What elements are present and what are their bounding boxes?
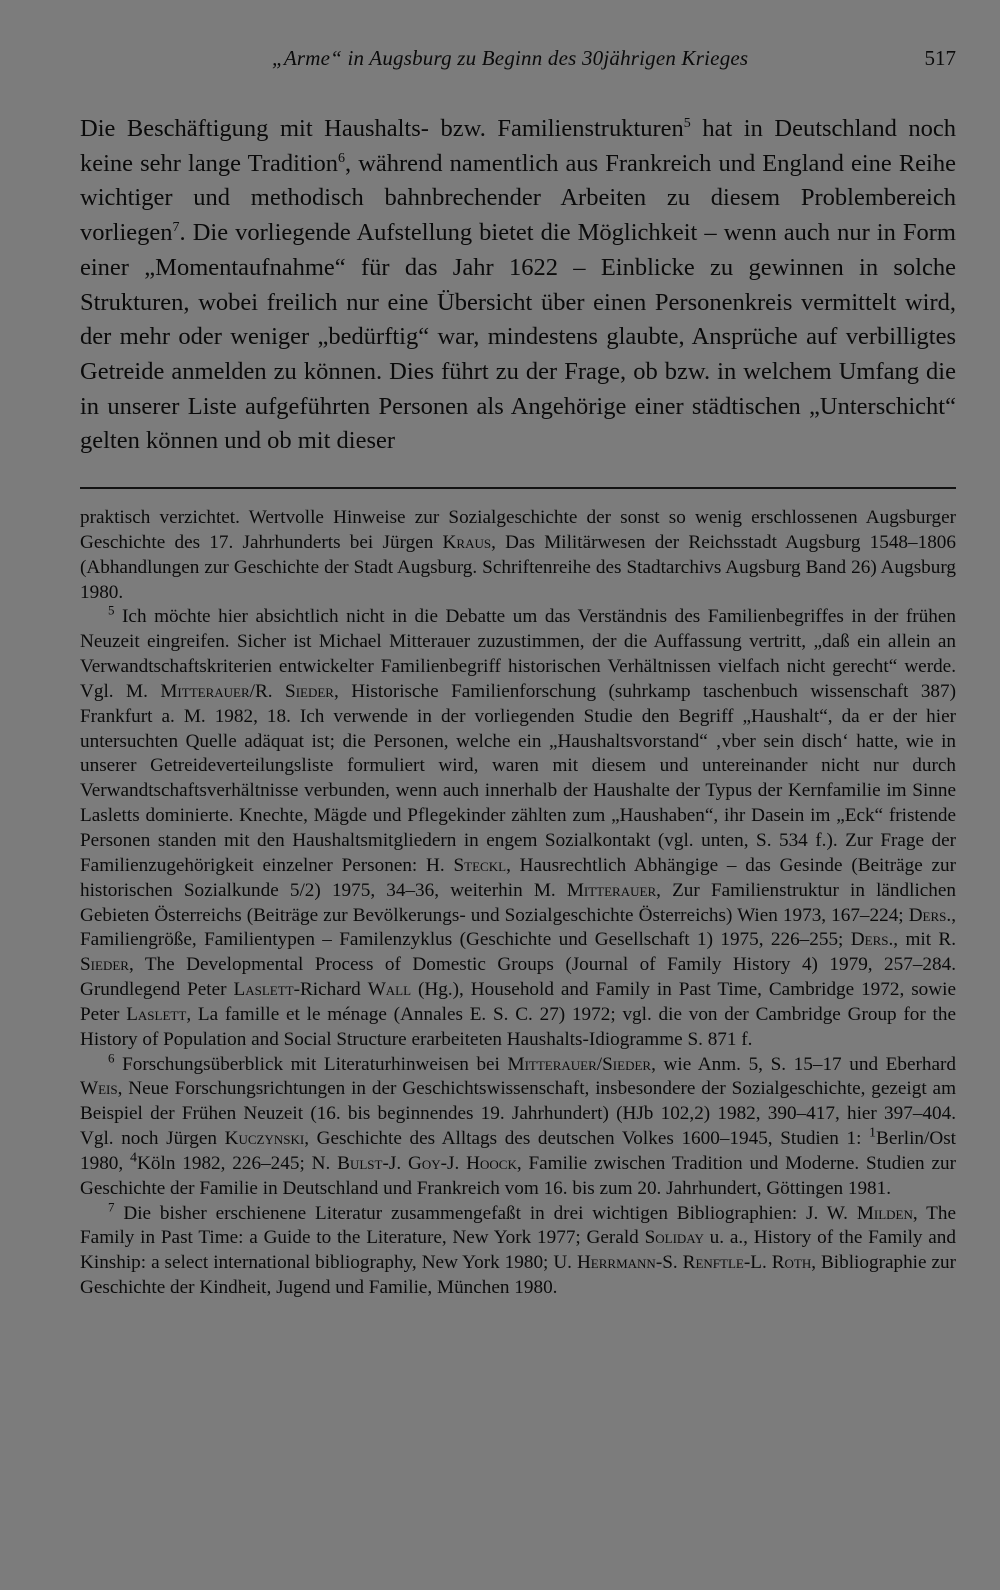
footnote-text: , Neue Forschungsrichtungen in der Geschichtswissenschaft, insbesondere der Sozialgeschichte, gezeigt am Beispiel der Frühen Neuzeit (16. bis beginnendes 19. Jahrhundert) (HJb 102,2) 1982, 390–417, hier 397–404. Vgl. noch Jürgen: [80, 1078, 956, 1150]
body-text-2: hat in Deutschland noch keine sehr lange Tradition: [80, 115, 956, 177]
footnote-text: , Bibliographie zur Geschichte der Kindheit, Jugend und Familie, München 1980.: [80, 1252, 956, 1299]
footnote-text: u. a., History of the Family and Kinship: a select international bibliography, New York 1980; U.: [80, 1227, 956, 1274]
author-name: Kraus: [442, 531, 492, 553]
footnote-text: Köln 1982, 226–245; N.: [137, 1152, 338, 1174]
footnote-text: , Geschichte des Alltags des deutschen Volkes 1600–1945, Studien 1:: [304, 1128, 870, 1150]
footnote-continuation: [80, 506, 956, 605]
author-name: Mitterauer: [566, 879, 657, 901]
footnote-text: Forschungsüberblick mit Literaturhinweisen bei: [114, 1053, 508, 1075]
author-name: Herrmann: [576, 1252, 656, 1274]
footnotes: [80, 506, 956, 1301]
footnote-6: [80, 1050, 957, 1202]
footnote-text: -J.: [382, 1152, 408, 1174]
author-name: Mitterauer: [507, 1053, 597, 1075]
footnote-text: , La famille et le ménage (Annales E. S. C. 27) 1972; vgl. die von der Cambridge Group for the History of Population and Social Structure erarbeiteten Haushalts-Idiogramme S. 871 f.: [80, 1003, 956, 1050]
author-name: Kuczynski: [224, 1128, 305, 1150]
footnote-divider: [80, 487, 956, 489]
footnote-text: , Historische Familienforschung (suhrkamp taschenbuch wissenschaft 387) Frankfurt a. M. 1982, 18. Ich verwende in der vorliegenden Studie den Begriff „Haushalt“, da er der hier untersuchten Quelle adäquat ist; die Personen, welche ein „Haushaltsvorstand“ ‚vber sein disch‘ hatte, wie in unserer Getreideverteilungsliste formuliert wird, waren mit diesem und untereinander nicht nur durch Verwandtschaftsverhältnisse verbunden, wenn auch innerhalb der Haushalte der Typus der Kernfamilie im Sinne Lasletts dominierte. Knechte, Mägde und Pflegekinder zählten zum „Haushaben“, ihr Dasein im „Eck“ fristende Personen standen mit den Haushaltsmitgliedern in engem Sozialkontakt (vgl. unten, S. 534 f.). Zur Frage der Familienzugehörigkeit einzelner Personen: H.: [80, 680, 956, 876]
footnote-text: , The Family in Past Time: a Guide to the Literature, New York 1977; Gerald: [80, 1202, 956, 1249]
footnote-number: 5: [108, 602, 115, 618]
footnote-ref-5[interactable]: 5: [683, 115, 691, 131]
running-title: „Arme“ in Augsburg zu Beginn des 30jährigen Krieges: [272, 46, 749, 70]
author-name: Renftle: [682, 1252, 744, 1274]
footnote-number: 7: [108, 1199, 115, 1215]
footnote-text: ., mit R.: [888, 929, 956, 951]
footnote-ref-7[interactable]: 7: [172, 219, 180, 235]
footnote-text: , wie Anm. 5, S. 15–17 und Eberhard: [651, 1053, 956, 1075]
footnote-text: , Das Militärwesen der Reichsstadt Augsburg 1548–1806 (Abhandlungen zur Geschichte der Stadt Augsburg. Schriftenreihe des Stadtarchivs Augsburg Band 26) Augsburg 1980.: [80, 531, 956, 603]
author-name: Weis: [80, 1078, 118, 1100]
footnote-text: Die bisher erschienene Literatur zusammengefaßt in drei wichtigen Bibliographien: J. W.: [114, 1202, 857, 1224]
footnote-text: (Hg.), Household and Family in Past Time, Cambridge 1972, sowie Peter: [80, 979, 956, 1025]
author-name: Hoock: [466, 1152, 517, 1174]
footnote-text: , Zur Familienstruktur in ländlichen Gebieten Österreichs (Beiträge zur Bevölkerungs- und Sozialgeschichte Österreichs) Wien 1973, 167–224;: [80, 879, 956, 926]
body-text-3: , während namentlich aus Frankreich und England eine Reihe wichtiger und methodisch bahnbrechender Arbeiten zu diesem Problembereich vorliegen: [80, 149, 956, 247]
footnote-text: -J.: [440, 1152, 467, 1174]
footnote-text: ., Familiengröße, Familientypen – Familenzyklus (Geschichte und Gesellschaft 1) 1975, 226–255;: [80, 904, 956, 951]
author-name: Soliday: [644, 1227, 704, 1249]
author-name: Sieder: [602, 1053, 652, 1075]
author-name: Sieder: [285, 680, 334, 702]
author-name: Wall: [367, 979, 412, 1001]
author-name: Mitterauer: [160, 680, 250, 702]
author-name: Bulst: [337, 1152, 383, 1174]
footnote-text: -L.: [743, 1252, 772, 1274]
footnote-text: -S.: [655, 1252, 683, 1274]
author-name: Laslett: [126, 1003, 187, 1025]
footnote-text: /: [596, 1053, 603, 1075]
author-name: Milden: [856, 1202, 913, 1224]
edition-superscript: 1: [869, 1125, 877, 1141]
author-name: Goy: [407, 1152, 441, 1174]
footnote-text: praktisch verzichtet. Wertvolle Hinweise zur Sozialgeschichte der sonst so wenig erschlossenen Augsburger Geschichte des 17. Jahrhunderts bei Jürgen: [80, 507, 956, 553]
body-text-4: . Die vorliegende Aufstellung bietet die Möglichkeit – wenn auch nur in Form einer „Momentaufnahme“ für das Jahr 1622 – Einblicke zu gewinnen in solche Strukturen, wobei freilich nur eine Übersicht über einen Personenkreis vermittelt wird, der mehr oder weniger „bedürftig“ war, mindestens glaubte, Ansprüche auf verbilligtes Getreide anmelden zu können. Dies führt zu der Frage, ob bzw. in welchem Umfang die in unserer Liste aufgeführten Personen als Angehörige einer städtischen „Unterschicht“ gelten können und ob mit dieser: [80, 219, 956, 455]
author-name: Laslett: [233, 979, 294, 1001]
running-head: [80, 46, 956, 74]
footnote-7: [80, 1199, 956, 1301]
footnote-text: Berlin/Ost 1980,: [80, 1128, 956, 1174]
author-name: Ders: [850, 929, 889, 951]
edition-superscript: 4: [130, 1150, 138, 1166]
footnote-text: Ich möchte hier absichtlich nicht in die Debatte um das Verständnis des Familienbegriffes in der frühen Neuzeit eingreifen. Sicher ist Michael Mitterauer zuzustimmen, der die Auffassung vertritt, „daß ein allein an Verwandtschaftskriterien entwickelter Familienbegriff historischen Verhältnissen vielfach nicht gerecht“ werde. Vgl. M.: [80, 606, 956, 702]
footnote-ref-6[interactable]: 6: [338, 150, 345, 166]
body-paragraph: [80, 112, 956, 459]
footnote-text: /R.: [249, 680, 286, 702]
footnote-text: , Hausrechtlich Abhängige – das Gesinde (Beiträge zur historischen Sozialkunde 5/2) 1975, 34–36, weiterhin M.: [80, 854, 956, 901]
author-name: Ders: [908, 904, 947, 926]
body-text-1: Die Beschäftigung mit Haushalts- bzw. Familienstrukturen: [80, 115, 684, 142]
author-name: Steckl: [453, 854, 507, 876]
footnote-number: 6: [108, 1050, 115, 1066]
footnote-text: , Familie zwischen Tradition und Moderne. Studien zur Geschichte der Familie in Deutschland und Frankreich vom 16. bis zum 20. Jahrhundert, Göttingen 1981.: [80, 1152, 957, 1199]
page-number: 517: [924, 46, 956, 70]
footnote-text: -Richard: [293, 979, 368, 1001]
footnote-5: [80, 602, 956, 1052]
author-name: Roth: [771, 1252, 812, 1274]
author-name: Sieder: [80, 954, 129, 976]
footnote-text: , The Developmental Process of Domestic Groups (Journal of Family History 4) 1979, 257–284. Grundlegend Peter: [80, 954, 956, 1001]
